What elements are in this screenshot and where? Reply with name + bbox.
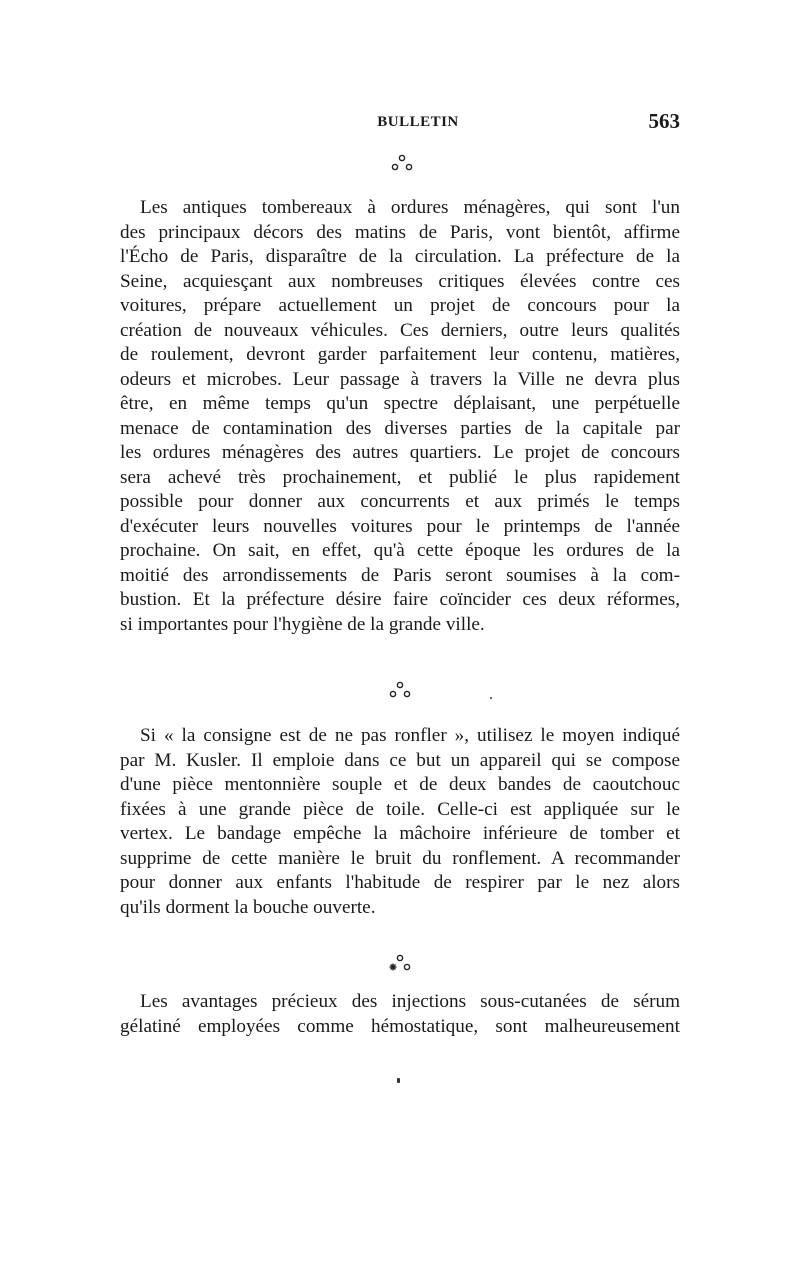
text-line: vertex. Le bandage empêche la mâchoire inférieure de tomber et (120, 823, 680, 844)
paragraph-snoring (120, 724, 680, 920)
text-line: création de nouveaux véhicules. Ces derniers, outre leurs qualités (120, 319, 680, 341)
text-line: les ordures ménagères des autres quartiers. Le projet de concours (120, 442, 680, 463)
text-line: qu'ils dorment la bouche ouverte. (120, 896, 376, 918)
asterism-icon (380, 679, 420, 703)
text-line: voitures, prépare actuellement un projet de concours pour la (120, 295, 680, 316)
text-line: d'exécuter leurs nouvelles voitures pour le printemps de l'année (120, 515, 680, 537)
text-line: possible pour donner aux concurrents et aux primés le temps (120, 491, 680, 512)
asterism-icon (380, 952, 420, 976)
text-line: par M. Kusler. Il emploie dans ce but un appareil qui se compose (120, 749, 680, 771)
page-number: 563 (648, 109, 680, 133)
text-line: gélatiné employées comme hémostatique, sont malheureusement (120, 1015, 680, 1037)
text-line: si importantes pour l'hygiène de la grande ville. (120, 613, 485, 635)
text-line: sera achevé très prochainement, et publié le plus rapidement (120, 466, 680, 488)
text-line: supprime de cette manière le bruit du ronflement. A recommander (120, 847, 680, 869)
text-line: menace de contamination des diverses parties de la capitale par (120, 417, 680, 439)
text-line: Les avantages précieux des injections sous-cutanées de sérum (140, 991, 680, 1012)
text-line: l'Écho de Paris, disparaître de la circulation. La préfecture de la (120, 246, 680, 267)
text-line: être, en même temps qu'un spectre déplaisant, une perpétuelle (120, 393, 680, 414)
asterism-icon (382, 152, 422, 176)
print-speck (490, 697, 492, 699)
text-line: fixées à une grande pièce de toile. Celle-ci est appliquée sur le (120, 798, 680, 820)
text-line: des principaux décors des matins de Paris, vont bientôt, affirme (120, 221, 680, 243)
text-line: prochaine. On sait, en effet, qu'à cette époque les ordures de la (120, 540, 680, 561)
text-line: odeurs et microbes. Leur passage à travers la Ville ne devra plus (120, 368, 680, 390)
text-line: Les antiques tombereaux à ordures ménagères, qui sont l'un (140, 197, 680, 218)
text-line: bustion. Et la préfecture désire faire coïncider ces deux réformes, (120, 589, 680, 610)
print-speck (397, 1078, 400, 1083)
text-line: d'une pièce mentonnière souple et de deux bandes de caoutchouc (120, 774, 680, 795)
text-line: de roulement, devront garder parfaitement leur contenu, matières, (120, 344, 680, 365)
text-line: Seine, acquiesçant aux nombreuses critiques élevées contre ces (120, 270, 680, 292)
running-head (120, 109, 680, 138)
paragraph-garbage-carts (120, 196, 680, 637)
running-title: BULLETIN (377, 114, 459, 130)
text-line: Si « la consigne est de ne pas ronfler », utilisez le moyen indiqué (140, 725, 680, 746)
text-line: moitié des arrondissements de Paris seront soumises à la com- (120, 564, 680, 586)
text-line: pour donner aux enfants l'habitude de respirer par le nez alors (120, 872, 680, 893)
paragraph-serum-injections (120, 990, 680, 1039)
